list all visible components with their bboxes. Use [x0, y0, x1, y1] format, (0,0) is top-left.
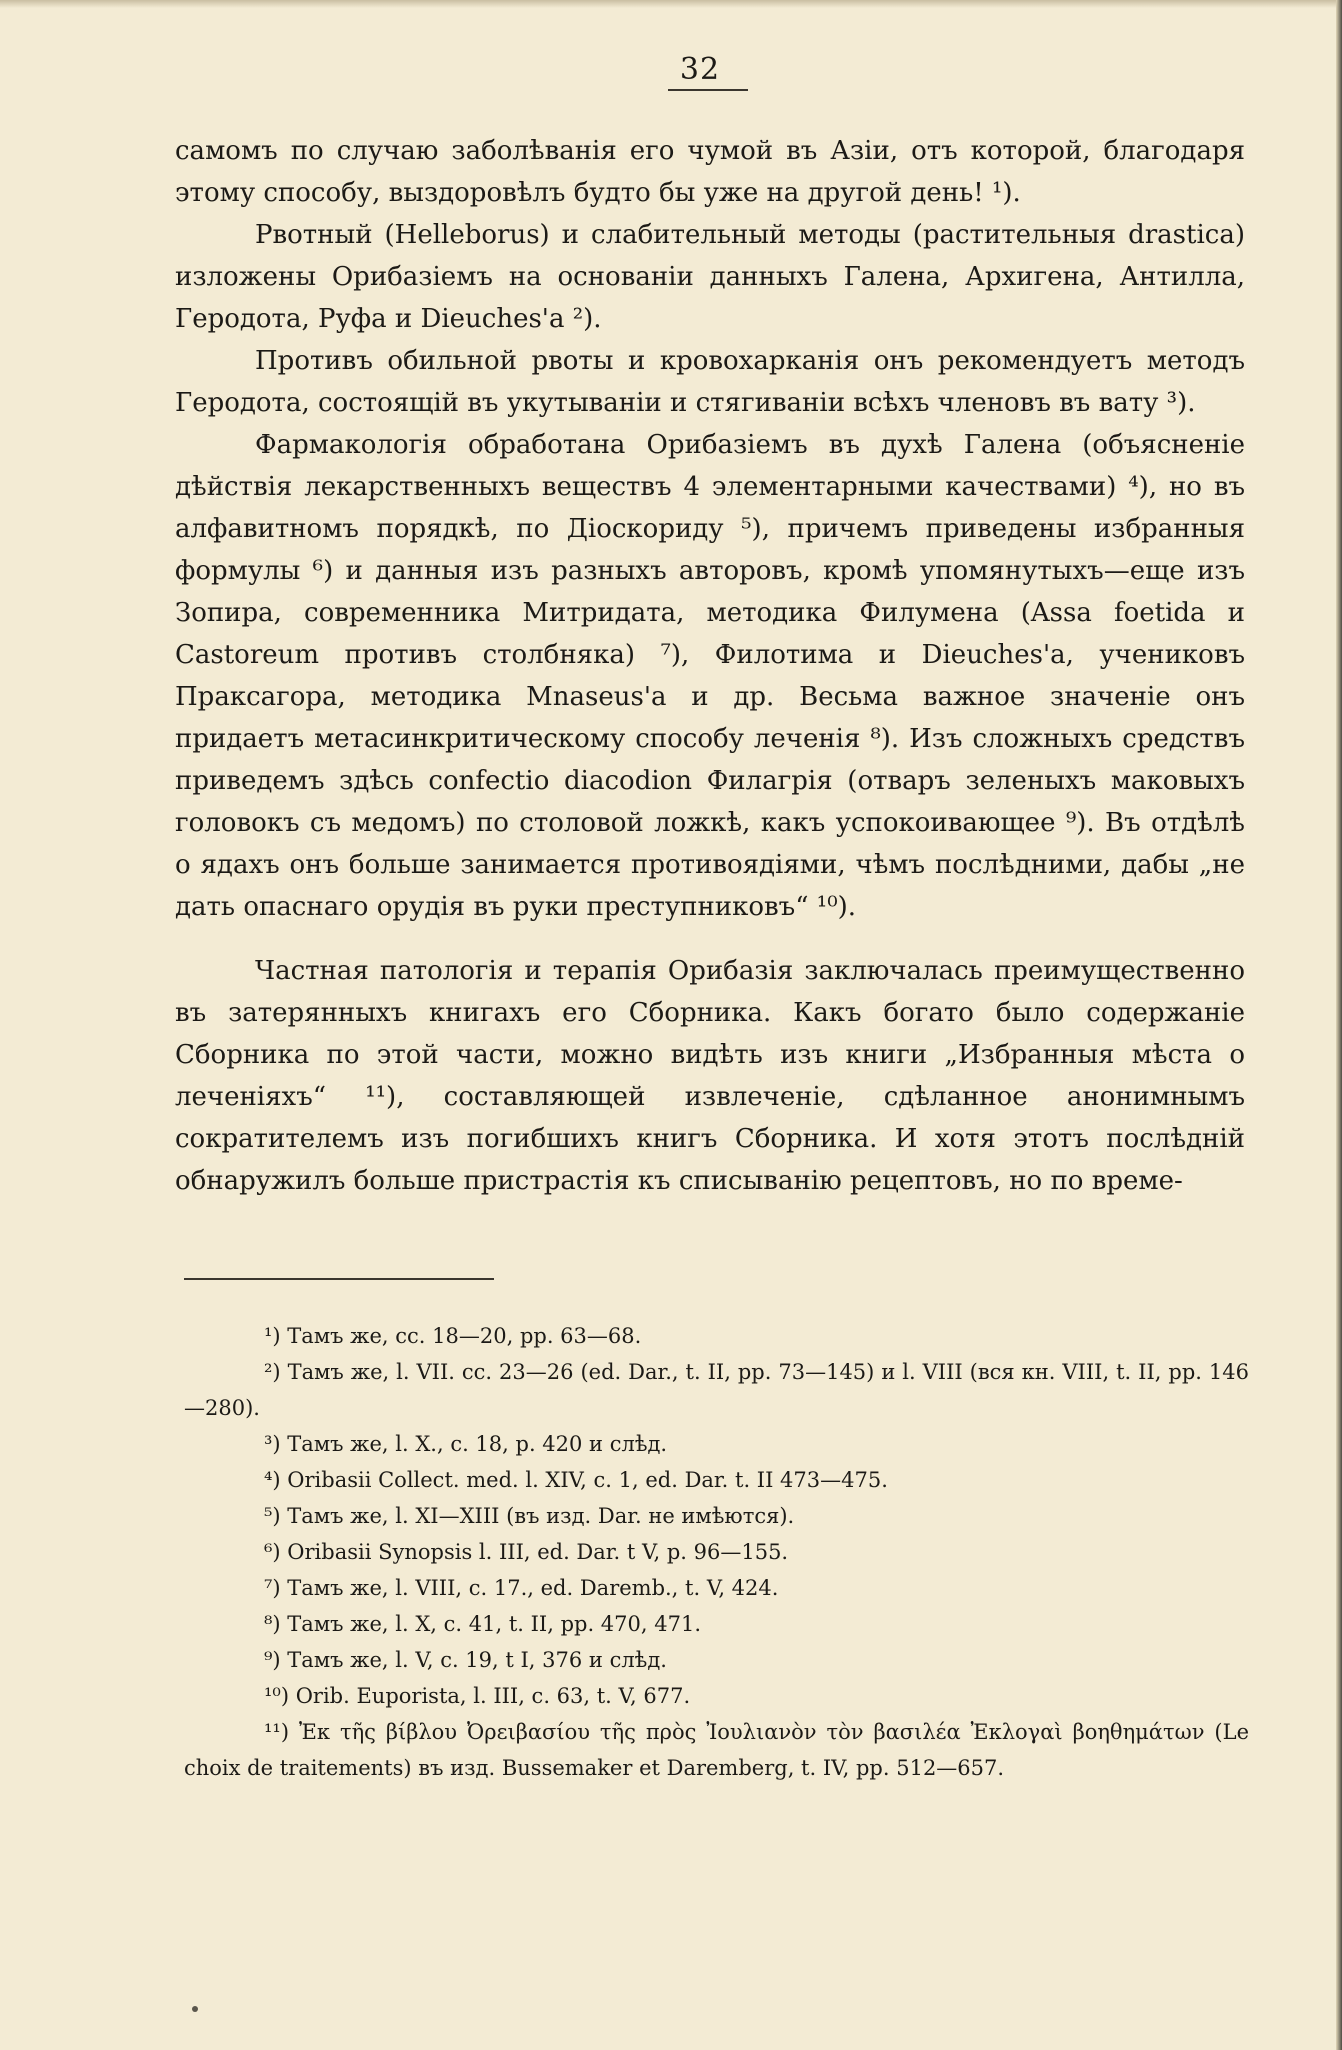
page-binding-edge	[1336, 0, 1342, 2050]
page-number-rule	[668, 89, 748, 91]
footnote-3: ³) Тамъ же, l. X., с. 18, p. 420 и слѣд.	[264, 1432, 668, 1456]
paragraph-pathology: Частная патологія и терапія Орибазія заключалась преимущественно въ затерянныхъ книгахъ его Сборника. Какъ богато было содержаніе Сборника по этой части, можно видѣть изъ книги „Избранныя мѣста о леченіяхъ“ ¹¹), составляющей извлеченіе, сдѣланное анонимнымъ сократителемъ изъ погибшихъ книгъ Сборника. И хотя этотъ послѣдній обнаружилъ больше пристрастія къ списыванію рецептовъ, но по време-	[175, 956, 1245, 1196]
page-top-edge	[0, 0, 1342, 8]
paragraph-pharmacology: Фармакологія обработана Орибазіемъ въ духѣ Галена (объясненіе дѣйствія лекарственныхъ веществъ 4 элементарными качествами) ⁴), но въ алфавитномъ порядкѣ, по Діоскориду ⁵), причемъ приведены избранныя формулы ⁶) и данныя изъ разныхъ авторовъ, кромѣ упомянутыхъ—еще изъ Зопира, современника Митридата, методика Филумена (Assa foetida и Castoreum противъ столбняка) ⁷), Филотима и Dieuches'a, учениковъ Праксагора, методика Mnaseus'a и др. Весьма важное значеніе онъ придаетъ метасинкритическому способу леченія ⁸). Изъ сложныхъ средствъ приведемъ здѣсь confectio diacodion Филагрія (отваръ зеленыхъ маковыхъ головокъ съ медомъ) по столовой ложкѣ, какъ успокоивающее ⁹). Въ отдѣлѣ о ядахъ онъ больше занимается противоядіями, чѣмъ послѣдними, дабы „не дать опаснаго орудія въ руки преступниковъ“ ¹⁰).	[175, 430, 1245, 922]
paragraph-emetic-methods: Рвотный (Helleborus) и слабительный методы (растительныя drastica) изложены Орибазіемъ на основаніи данныхъ Галена, Архигена, Антилла, Геродота, Руфа и Dieuches'a ²).	[175, 220, 1245, 334]
footnote-9: ⁹) Тамъ же, l. V, с. 19, t I, 376 и слѣд.	[264, 1648, 667, 1672]
footnote-4: ⁴) Oribasii Collect. med. l. XIV, с. 1, ed. Dar. t. II 473—475.	[264, 1468, 888, 1492]
footnote-7: ⁷) Тамъ же, l. VIII, с. 17., ed. Daremb., t. V, 424.	[264, 1576, 779, 1600]
footnote-2: ²) Тамъ же, l. VII. сс. 23—26 (ed. Dar., t. II, pp. 73—145) и l. VIII (вся кн. VIII, t. II, pp. 146—280).	[184, 1360, 1249, 1420]
footnote-6: ⁶) Oribasii Synopsis l. III, ed. Dar. t V, p. 96—155.	[264, 1540, 789, 1564]
paragraph-continuation: самомъ по случаю заболѣванія его чумой въ Азіи, отъ которой, благодаря этому способу, выздоровѣлъ будто бы уже на другой день! ¹).	[175, 136, 1245, 208]
footnote-1: ¹) Тамъ же, сс. 18—20, pp. 63—68.	[264, 1324, 642, 1348]
body-text	[175, 130, 1245, 1202]
footnote-8: ⁸) Тамъ же, l. X, с. 41, t. II, pp. 470, 471.	[264, 1612, 701, 1636]
paragraph-vomiting: Противъ обильной рвоты и кровохарканія онъ рекомендуетъ методъ Геродота, состоящій въ укутываніи и стягиваніи всѣхъ членовъ въ вату ³).	[175, 346, 1245, 418]
ink-speck	[192, 2006, 198, 2012]
footnote-5: ⁵) Тамъ же, l. XI—XIII (въ изд. Dar. не имѣются).	[264, 1504, 795, 1528]
page-number: 32	[679, 52, 721, 87]
footnotes	[184, 1318, 1249, 1786]
footnote-11: ¹¹) Ἐκ τῆς βίβλου Ὀρειβασίου τῆς πρὸς Ἰουλιανὸν τὸν βασιλέα Ἐκλογαὶ βοηθημάτων (Le choix de traitements) въ изд. Bussemaker et Daremberg, t. IV, pp. 512—657.	[184, 1720, 1249, 1780]
footnote-divider	[184, 1278, 494, 1280]
footnote-10: ¹⁰) Orib. Euporista, l. III, с. 63, t. V, 677.	[264, 1684, 691, 1708]
